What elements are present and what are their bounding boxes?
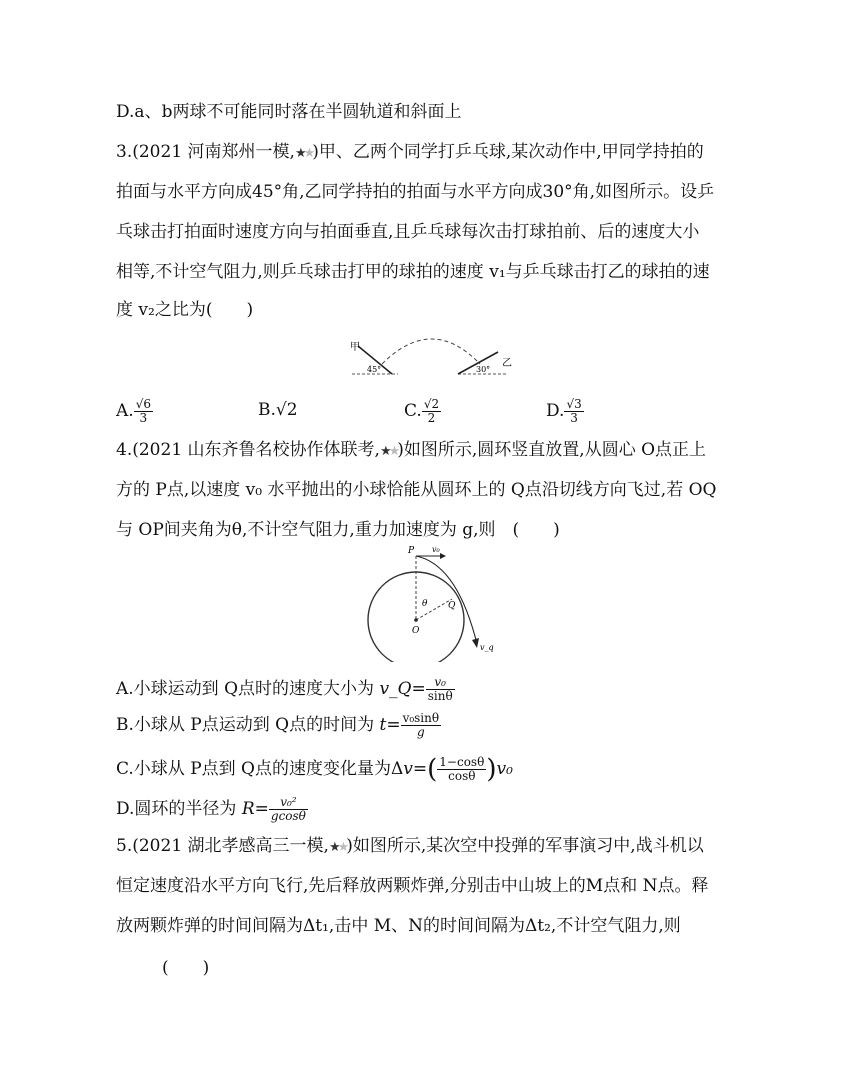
fraction: $\frac{\text{v₀sinθ}}{g}$ [402,711,440,739]
option-b[interactable] [258,398,298,422]
label-p: P [408,546,415,556]
option-a[interactable] [116,398,153,425]
option-label: A. [116,401,134,421]
question-number: 4. [116,440,133,460]
question-source: (2021 湖北孝感高三一模, [132,836,329,856]
question-3-line-3: 乓球击打拍面时速度方向与拍面垂直,且乒乓球每次击打球拍前、后的速度大小 [116,222,700,242]
option-label: C. [404,401,422,421]
label-jia: 甲 [350,342,360,353]
question-text: )如图所示,某次空中投弹的军事演习中,战斗机以 [346,836,704,856]
question-4-line-3: 与 OP间夹角为θ,不计空气阻力,重力加速度为 g,则 ( ) [116,520,560,540]
difficulty-star-icon: ★★ [328,840,347,855]
difficulty-star-icon: ★★ [379,444,398,459]
option-text: A.小球运动到 Q点时的速度大小为 [116,679,380,699]
formula-tail: v₀ [496,759,513,779]
label-theta: θ [422,599,428,609]
question-3-line-1 [116,140,704,166]
option-d[interactable] [546,398,584,425]
formula-lhs: R= [241,799,269,819]
q4-option-c[interactable]: C.小球从 P点到 Q点的速度变化量为Δv=( $\frac{1-\cos\theta}{\cos\theta}$ )v₀ [116,754,513,785]
option-label: B. [258,400,276,420]
question-3-line-2: 拍面与水平方向成45°角,乙同学持拍的拍面与水平方向成30°角,如图所示。设乒 [116,182,715,202]
fraction: $\frac{\text{v₀²}}{gcos\theta}$ [270,795,306,823]
q4-option-d[interactable] [116,796,308,823]
question-text: )甲、乙两个同学打乒乓球,某次动作中,甲同学持拍的 [312,142,704,162]
label-v0: v₀ [432,545,440,554]
option-value: √2 [275,400,298,420]
fraction: $\frac{√6}{3}$ [135,397,151,425]
option-c[interactable] [404,398,441,425]
angle-yi: 30° [476,365,491,374]
question-number: 3. [116,142,133,162]
label-yi: 乙 [502,358,512,369]
q4-option-a[interactable] [116,676,455,703]
label-q: Q [448,601,456,611]
option-label: D. [546,401,565,421]
question-4-line-2: 方的 P点,以速度 v₀ 水平抛出的小球恰能从圆环上的 Q点沿切线方向飞过,若 OQ [116,480,717,500]
option-text: D.圆环的半径为 [116,799,242,819]
question-5-line-1 [116,834,704,860]
formula-lhs: t= [379,715,401,735]
q4-option-b[interactable] [116,712,441,739]
fraction: $\frac{√2}{2}$ [423,397,440,425]
difficulty-star-icon: ★★ [294,146,313,161]
trajectory [416,556,476,640]
question-5-line-3: 放两颗炸弹的时间间隔为Δt₁,击中 M、N的时间间隔为Δt₂,不计空气阻力,则 [116,916,681,936]
formula-lhs: v= [403,759,428,779]
question-source: (2021 河南郑州一模, [132,142,295,162]
question-source: (2021 山东齐鲁名校协作体联考, [132,440,380,460]
ball-trajectory [382,339,480,364]
label-vq: v_q [480,643,494,652]
label-o: O [412,626,420,636]
question-3-line-4: 相等,不计空气阻力,则乒乓球击打甲的球拍的速度 v₁与乒乓球击打乙的球拍的速 [116,262,710,282]
fraction: $\frac{1-\cos\theta}{\cos\theta}$ [439,755,485,783]
question-text: )如图所示,圆环竖直放置,从圆心 O点正上 [397,440,707,460]
option-text: B.小球从 P点运动到 Q点的时间为 [116,715,380,735]
question-3-line-5: 度 v₂之比为( ) [116,300,254,320]
question-5-line-4: ( ) [162,958,210,978]
formula-lhs: v_Q= [379,679,426,699]
prev-option-d: D.a、b两球不可能同时落在半圆轨道和斜面上 [116,102,462,122]
fraction: $\frac{√3}{3}$ [566,397,582,425]
option-text: C.小球从 P点到 Q点的速度变化量为Δ [116,759,404,779]
question-4-line-1 [116,438,706,464]
circle-figure [338,542,498,662]
question-5-line-2: 恒定速度沿水平方向飞行,先后释放两颗炸弹,分别击中山坡上的M点和 N点。释 [116,876,709,896]
fraction: $\frac{\text{v₀}}{\sin\theta}$ [427,675,453,703]
paddle-figure [340,332,530,384]
angle-jia: 45° [367,365,382,374]
question-number: 5. [116,836,133,856]
